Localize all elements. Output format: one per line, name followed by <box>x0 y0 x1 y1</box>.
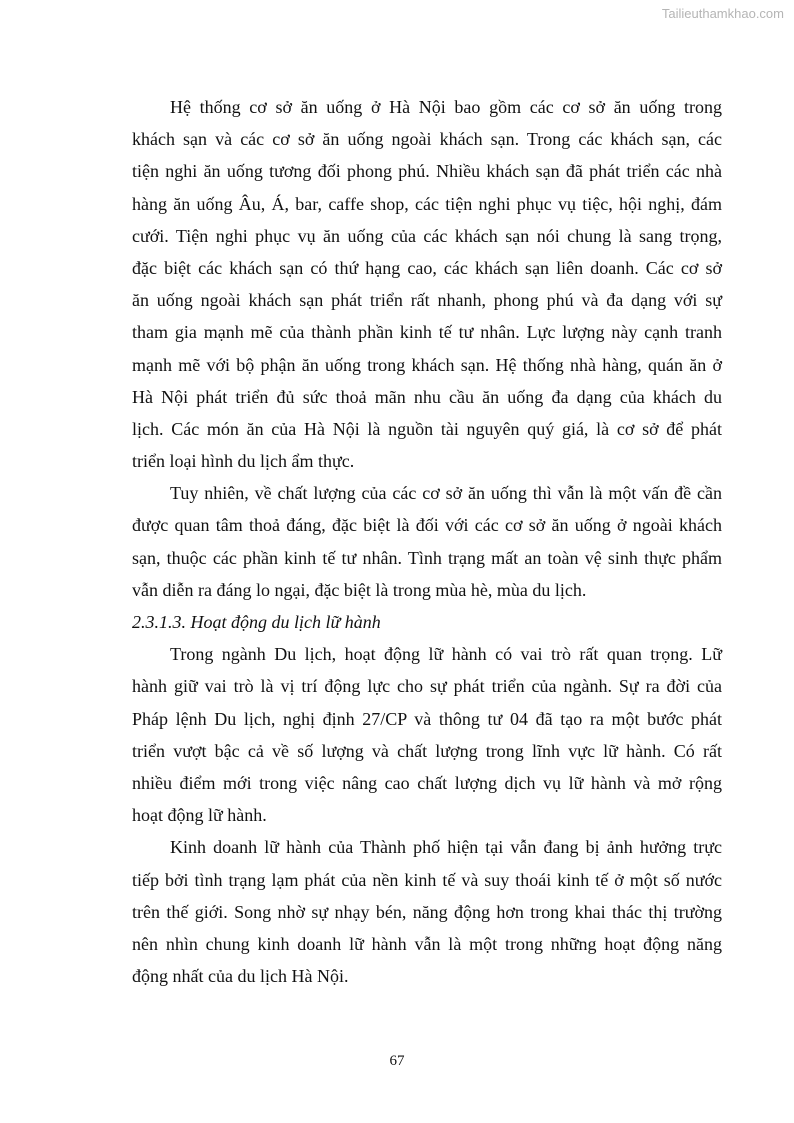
text-line: Kinh doanh lữ hành của Thành phố hiện tại vẫn đang bị ảnh hưởng trực <box>170 837 722 858</box>
text-line: vẫn diễn ra đáng lo ngại, đặc biệt là trong mùa hè, mùa du lịch. <box>132 579 587 600</box>
text-line: triển vượt bậc cả về số lượng và chất lượng trong lĩnh vực lữ hành. Có rất <box>132 740 722 761</box>
page-number: 67 <box>389 1053 405 1069</box>
text-line: trên thế giới. Song nhờ sự nhạy bén, năng động hơn trong khai thác thị trường <box>132 901 722 922</box>
text-line: sạn, thuộc các phần kinh tế tư nhân. Tình trạng mất an toàn vệ sinh thực phẩm <box>132 547 722 568</box>
text-line: hoạt động lữ hành. <box>132 805 267 826</box>
text-line: khách sạn và các cơ sở ăn uống ngoài khách sạn. Trong các khách sạn, các <box>132 129 722 150</box>
text-line: Hệ thống cơ sở ăn uống ở Hà Nội bao gồm các cơ sở ăn uống trong <box>170 97 722 117</box>
text-line: hàng ăn uống Âu, Á, bar, caffe shop, các tiện nghi phục vụ tiệc, hội nghị, đám <box>132 193 722 214</box>
text-line: tiếp bởi tình trạng lạm phát của nền kinh tế và suy thoái kinh tế ở một số nước <box>132 869 722 890</box>
text-line: Hà Nội phát triển đủ sức thoả mãn nhu cầu ăn uống đa dạng của khách du <box>132 386 722 407</box>
paragraph-3 <box>132 638 722 831</box>
text-line: triển loại hình du lịch ẩm thực. <box>132 451 355 472</box>
text-line: lịch. Các món ăn của Hà Nội là nguồn tài nguyên quý giá, là cơ sở để phát <box>132 418 722 439</box>
section-heading: 2.3.1.3. Hoạt động du lịch lữ hành <box>132 612 381 632</box>
text-line: Trong ngành Du lịch, hoạt động lữ hành có vai trò rất quan trọng. Lữ <box>170 644 722 665</box>
paragraph-4 <box>132 831 722 992</box>
text-line: Tuy nhiên, về chất lượng của các cơ sở ăn uống thì vẫn là một vấn đề cần <box>170 483 722 504</box>
text-line: động nhất của du lịch Hà Nội. <box>132 966 349 987</box>
text-line: ăn uống ngoài khách sạn phát triển rất nhanh, phong phú và đa dạng với sự <box>132 290 722 311</box>
text-line: cưới. Tiện nghi phục vụ ăn uống của các khách sạn nói chung là sang trọng, <box>132 225 722 246</box>
document-body <box>132 91 722 992</box>
paragraph-2 <box>132 477 722 606</box>
text-line: nhiều điểm mới trong việc nâng cao chất lượng dịch vụ lữ hành và mở rộng <box>132 772 722 793</box>
text-line: được quan tâm thoả đáng, đặc biệt là đối với các cơ sở ăn uống ở ngoài khách <box>132 515 722 536</box>
text-line: hành giữ vai trò là vị trí động lực cho sự phát triển của ngành. Sự ra đời của <box>132 676 722 697</box>
text-line: tiện nghi ăn uống tương đối phong phú. Nhiều khách sạn đã phát triển các nhà <box>132 161 722 182</box>
text-line: Pháp lệnh Du lịch, nghị định 27/CP và thông tư 04 đã tạo ra một bước phát <box>132 708 722 729</box>
text-line: tham gia mạnh mẽ của thành phần kinh tế tư nhân. Lực lượng này cạnh tranh <box>132 322 722 343</box>
text-line: đặc biệt các khách sạn có thứ hạng cao, các khách sạn liên doanh. Các cơ sở <box>132 257 722 278</box>
text-line: nên nhìn chung kinh doanh lữ hành vẫn là một trong những hoạt động năng <box>132 933 722 954</box>
paragraph-1 <box>132 91 722 477</box>
watermark: Tailieuthamkhao.com <box>661 6 784 21</box>
text-line: mạnh mẽ với bộ phận ăn uống trong khách sạn. Hệ thống nhà hàng, quán ăn ở <box>132 354 722 375</box>
